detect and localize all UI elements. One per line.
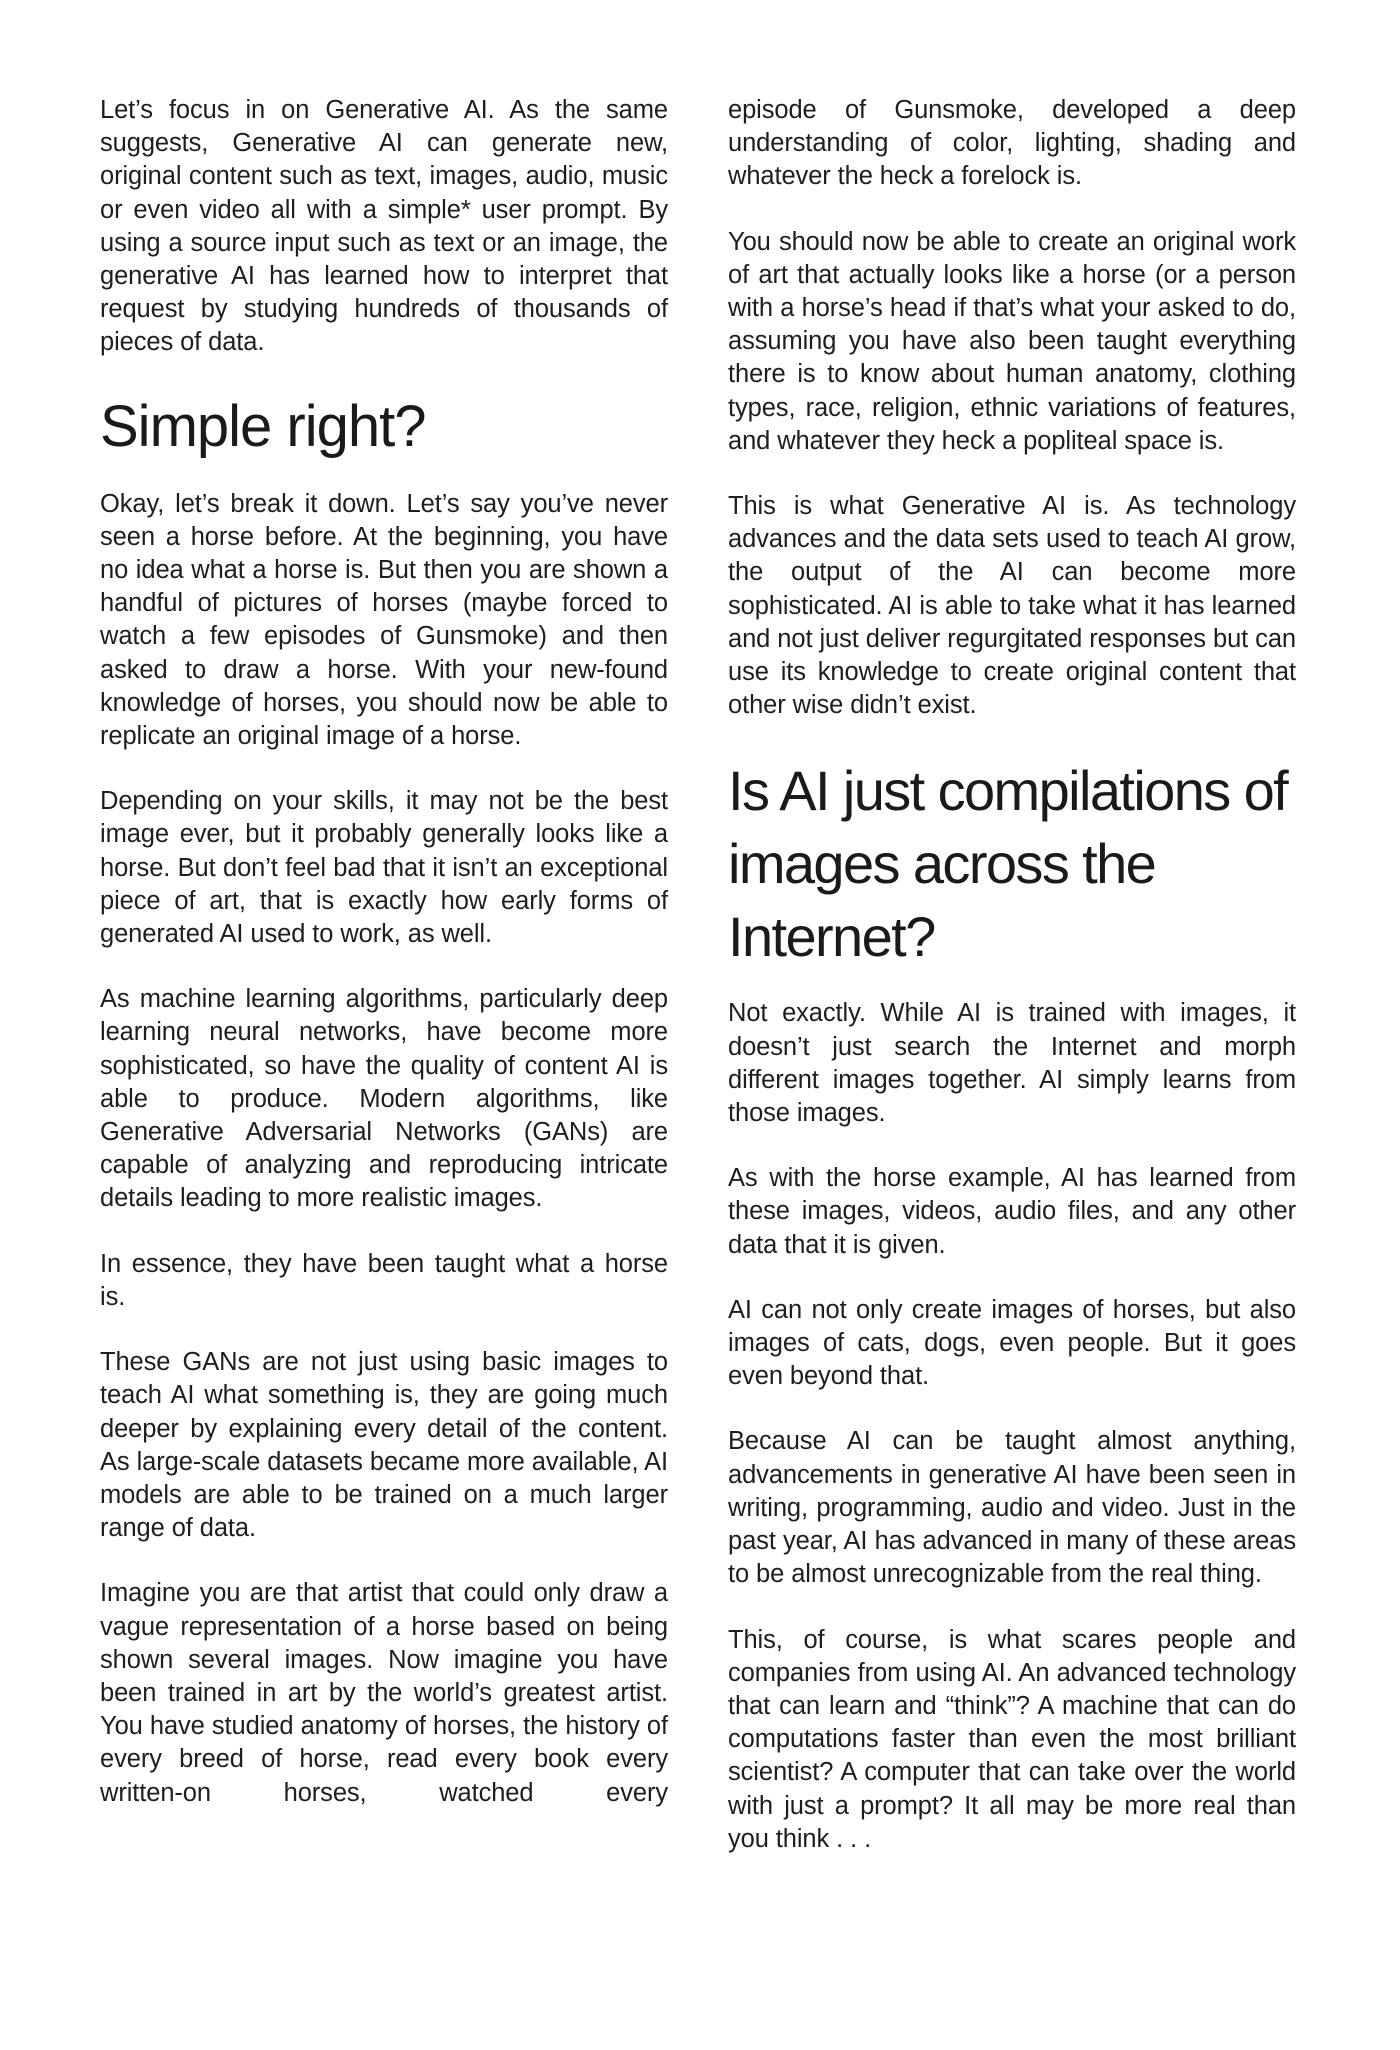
gans-paragraph: These GANs are not just using basic images to teach AI what something is, they are going much deeper by explaining every detail of the content. As large-scale datasets became more available, AI models are able to be trained on a much larger range of data. bbox=[100, 1348, 668, 1543]
skills-paragraph: Depending on your skills, it may not be the best image ever, but it probably generally looks like a horse. But don’t feel bad that it isn’t an exceptional piece of art, that is exactly how early forms of generated AI used to work, as well. bbox=[100, 787, 668, 949]
right-column bbox=[728, 94, 1296, 1888]
original-art-paragraph: You should now be able to create an original work of art that actually looks like a horse (or a person with a horse’s head if that’s what your asked to do, assuming you have also been taught everything there is to know about human anatomy, clothing types, race, religion, ethnic variations of features, and whatever they heck a popliteal space is. bbox=[728, 227, 1296, 455]
intro-paragraph: Let’s focus in on Generative AI. As the same suggests, Generative AI can generate new, original content such as text, images, audio, music or even video all with a simple* user prompt. By using a source input such as text or an image, the generative AI has learned how to interpret that request by studying hundreds of thousands of pieces of data. bbox=[100, 96, 668, 357]
essence-paragraph: In essence, they have been taught what a horse is. bbox=[100, 1249, 668, 1311]
ml-algorithms-paragraph: As machine learning algorithms, particularly deep learning neural networks, have become more sophisticated, so have the quality of content AI is able to produce. Modern algorithms, like Generative Adversarial Networks (GANs) are capable of analyzing and reproducing intricate details leading to more realistic images. bbox=[100, 985, 668, 1213]
scares-people-paragraph: This, of course, is what scares people and companies from using AI. An advanced technology that can learn and “think”? A machine that can do computations faster than even the most brilliant scientist? A computer that can take over the world with just a prompt? It all may be more real than you think . . . bbox=[728, 1625, 1296, 1853]
beyond-horses-paragraph: AI can not only create images of horses, but also images of cats, dogs, even people. But it goes even beyond that. bbox=[728, 1295, 1296, 1391]
advancements-paragraph: Because AI can be taught almost anything, advancements in generative AI have been seen in writing, programming, audio and video. Just in the past year, AI has advanced in many of these areas to be almost unrecognizable from the real thing. bbox=[728, 1427, 1296, 1589]
horse-learning-paragraph: As with the horse example, AI has learned from these images, videos, audio files, and any other data that it is given. bbox=[728, 1164, 1296, 1259]
left-column bbox=[100, 94, 668, 1842]
gunsmoke-continuation-paragraph: episode of Gunsmoke, developed a deep understanding of color, lighting, shading and whatever the heck a forelock is. bbox=[728, 96, 1296, 191]
section-heading-compilations: Is AI just compilations of images across the Internet? bbox=[728, 759, 1288, 969]
imagine-artist-paragraph: Imagine you are that artist that could only draw a vague representation of a horse based on being shown several images. Now imagine you have been trained in art by the world’s greatest artist. You have studied anatomy of horses, the history of every breed of horse, read every book every written-on horses, watched every bbox=[100, 1579, 668, 1807]
not-exactly-paragraph: Not exactly. While AI is trained with images, it doesn’t just search the Internet and morph different images together. AI simply learns from those images. bbox=[728, 999, 1296, 1128]
section-heading-simple-right: Simple right? bbox=[100, 393, 426, 459]
horse-example-paragraph: Okay, let’s break it down. Let’s say you’ve never seen a horse before. At the beginning, you have no idea what a horse is. But then you are shown a handful of pictures of horses (maybe forced to watch a few episodes of Gunsmoke) and then asked to draw a horse. With your new-found knowledge of horses, you should now be able to replicate an original image of a horse. bbox=[100, 489, 668, 751]
generative-ai-definition-paragraph: This is what Generative AI is. As technology advances and the data sets used to teach AI grow, the output of the AI can become more sophisticated. AI is able to take what it has learned and not just deliver regurgitated responses but can use its knowledge to create original content that other wise didn’t exist. bbox=[728, 492, 1296, 720]
